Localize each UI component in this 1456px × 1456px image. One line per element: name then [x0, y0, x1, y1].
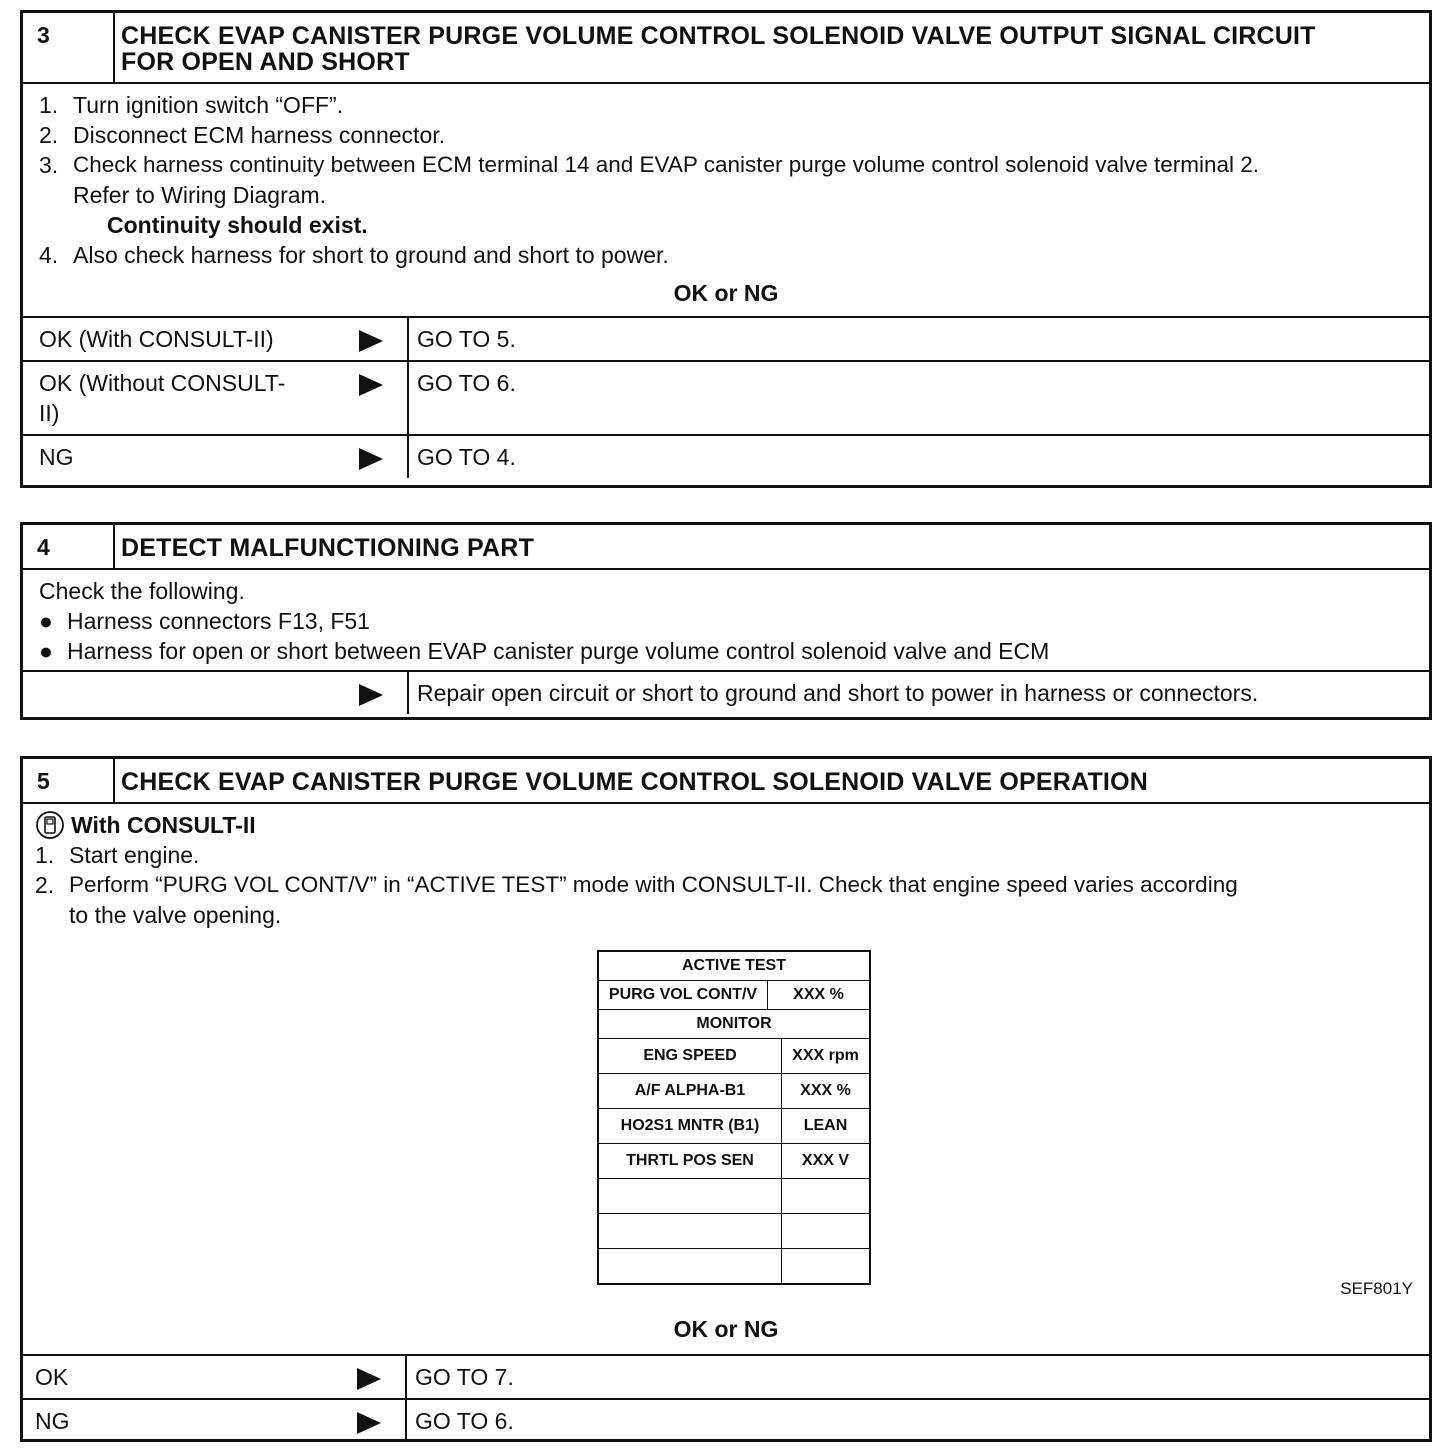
result-row — [23, 434, 1429, 478]
step-number: 4 — [23, 525, 115, 568]
test-item-name: PURG VOL CONT/V — [599, 981, 768, 1009]
step-block-4 — [20, 522, 1432, 720]
block-body — [23, 84, 1429, 478]
result-action: GO TO 4. — [417, 444, 516, 470]
result-label: NG — [39, 444, 74, 470]
result-action: GO TO 6. — [417, 370, 516, 396]
monitor-row-empty — [599, 1213, 869, 1248]
result-action: GO TO 7. — [415, 1364, 514, 1390]
procedure-steps — [23, 84, 1429, 274]
result-row — [23, 316, 1429, 360]
active-test-screen — [597, 950, 871, 1285]
step-number: 3 — [23, 13, 115, 82]
procedure-step: 2. Disconnect ECM harness connector. — [39, 122, 446, 148]
monitor-row: HO2S1 MNTR (B1) LEAN — [599, 1108, 869, 1143]
block-header — [23, 759, 1429, 804]
procedure-step: 1. Start engine. — [35, 842, 200, 868]
monitor-row: ENG SPEED XXX rpm — [599, 1038, 869, 1073]
spec-text: Continuity should exist. — [107, 212, 368, 238]
bullet-icon: ● — [39, 608, 53, 634]
monitor-row: A/F ALPHA-B1 XXX % — [599, 1073, 869, 1108]
consult-tool-icon — [35, 810, 65, 840]
arrow-right-icon — [355, 1362, 395, 1392]
ok-or-ng-label: OK or NG — [673, 280, 779, 306]
result-action: GO TO 5. — [417, 326, 516, 352]
step-block-5 — [20, 756, 1432, 1442]
arrow-right-icon — [357, 442, 397, 472]
monitor-label: MONITOR — [696, 1015, 772, 1032]
test-item-value: XXX % — [793, 986, 844, 1003]
result-row — [23, 670, 1429, 714]
bullet-icon: ● — [39, 638, 53, 664]
step-title: DETECT MALFUNCTIONING PART — [121, 534, 535, 562]
result-label: OK (With CONSULT-II) — [39, 326, 274, 352]
result-action: GO TO 6. — [415, 1408, 514, 1434]
step-title: CHECK EVAP CANISTER PURGE VOLUME CONTROL SOLENOID VALVE OPERATION — [121, 768, 1148, 796]
procedure-step: 1. Turn ignition switch “OFF”. — [39, 92, 344, 118]
result-action: Repair open circuit or short to ground and short to power in harness or connectors. — [417, 680, 1259, 706]
block-body — [23, 804, 1429, 1354]
monitor-row: THRTL POS SEN XXX V — [599, 1143, 869, 1178]
arrow-right-icon — [355, 1406, 395, 1436]
result-label: OK — [35, 1364, 69, 1390]
procedure-step: 3. Check harness continuity between ECM terminal 14 and EVAP canister purge volume control solenoid valve terminal 2. Refer to Wiring Diagram. — [39, 152, 1260, 208]
block-body — [23, 570, 1429, 714]
step-title: CHECK EVAP CANISTER PURGE VOLUME CONTROL SOLENOID VALVE OUTPUT SIGNAL CIRCUIT FOR OPEN AND SHORT — [121, 22, 1316, 76]
block-header — [23, 13, 1429, 84]
result-row — [23, 1354, 1429, 1398]
step-number: 5 — [23, 759, 115, 802]
monitor-row-empty — [599, 1248, 869, 1283]
consult-heading: With CONSULT-II — [35, 810, 1419, 840]
procedure-step: 2. Perform “PURG VOL CONT/V” in “ACTIVE TEST” mode with CONSULT-II. Check that engine speed varies according to the valve opening. — [35, 872, 1238, 928]
ok-or-ng-label: OK or NG — [673, 1316, 779, 1342]
figure-id: SEF801Y — [1340, 1279, 1413, 1298]
arrow-right-icon — [357, 678, 397, 708]
list-item: ● Harness connectors F13, F51 — [39, 608, 370, 634]
intro-text: Check the following. — [39, 578, 245, 604]
result-row — [23, 360, 1429, 434]
arrow-right-icon — [357, 368, 397, 428]
procedure-step: 4. Also check harness for short to ground and short to power. — [39, 242, 669, 268]
result-label: OK (Without CONSULT- II) — [39, 370, 286, 426]
step-block-3 — [20, 10, 1432, 488]
monitor-row-empty — [599, 1178, 869, 1213]
result-row — [23, 1398, 1429, 1442]
active-test-title: ACTIVE TEST — [681, 957, 786, 974]
arrow-right-icon — [357, 324, 397, 354]
result-label: NG — [35, 1408, 70, 1434]
block-header — [23, 525, 1429, 570]
list-item: ● Harness for open or short between EVAP canister purge volume control solenoid valve and ECM — [39, 638, 1050, 664]
